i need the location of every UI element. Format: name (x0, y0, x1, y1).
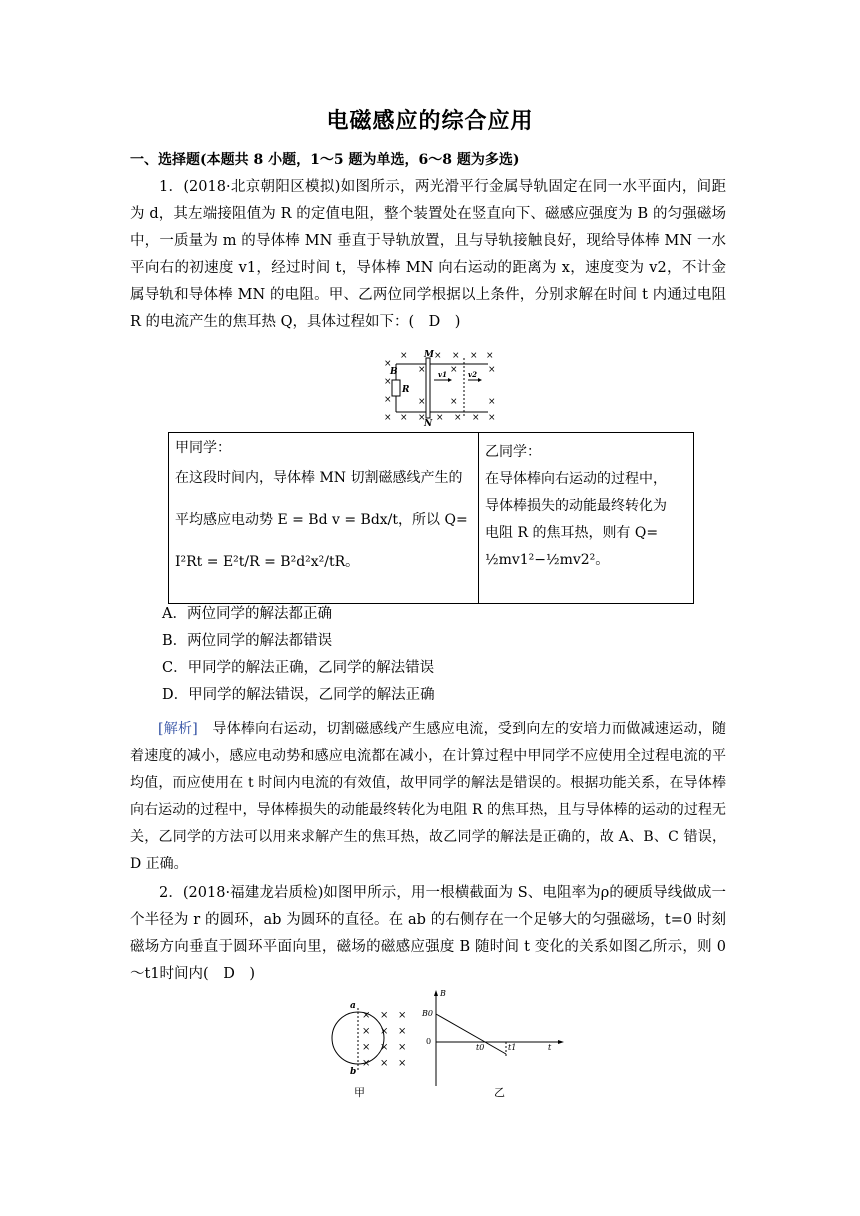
caption-jia: 甲 (354, 1086, 365, 1099)
svg-text:×: × (454, 413, 462, 423)
q1-rail-figure (378, 350, 506, 426)
jia-line-1: 在这段时间内，导体棒 MN 切割磁感线产生的 (175, 470, 463, 486)
q2-bt-graph (420, 986, 570, 1098)
label-R: R (402, 385, 410, 395)
table-divider (478, 433, 479, 603)
svg-text:×: × (450, 397, 458, 407)
svg-text:×: × (384, 377, 392, 387)
svg-text:×: × (398, 1010, 407, 1021)
yi-line-3: 电阻 R 的焦耳热，则有 Q= (485, 525, 659, 541)
svg-text:×: × (384, 359, 392, 369)
svg-text:×: × (488, 413, 496, 423)
question-1-text: 1．(2018·北京朝阳区模拟)如图所示，两光滑平行金属导轨固定在同一水平面内，间距为 d，其左端接阻值为 R 的定值电阻，整个装置处在竖直向下、磁感应强度为 B 的匀强磁场中，一质量为 m 的导体棒 MN 垂直于导轨放置，且与导轨接触良好，现给导体棒 MN 一水平向右的初速度 v1，经过时间 t，导体棒 MN 向右运动的距离为 x，速度变为 v2，不计金属导轨和导体棒 MN 的电阻。甲、乙两位同学根据以上条件，分别求解在时间 t 内通过电阻 R 的电流产生的焦耳热 Q，具体过程如下：( D ) (130, 179, 726, 330)
label-N: N (424, 419, 433, 426)
solution-table (168, 432, 694, 604)
svg-text:×: × (450, 365, 458, 375)
label-t0: t0 (476, 1043, 485, 1052)
svg-text:×: × (380, 1058, 389, 1069)
jia-solution (175, 433, 473, 577)
label-zero: 0 (426, 1037, 432, 1046)
jia-line-3: I²Rt = E²t/R = B²d²x²/tR。 (175, 554, 360, 570)
label-v2: v2 (468, 370, 477, 379)
svg-text:×: × (380, 1010, 389, 1021)
label-t1: t1 (508, 1043, 517, 1052)
analysis-tag: [解析] (158, 721, 198, 737)
label-B0: B0 (422, 1009, 433, 1018)
svg-text:×: × (470, 351, 478, 361)
yi-title: 乙同学： (485, 444, 541, 460)
label-b: b (350, 1067, 357, 1077)
svg-text:×: × (362, 1058, 371, 1069)
jia-title: 甲同学： (175, 440, 231, 456)
svg-text:×: × (380, 1026, 389, 1037)
question-2-text: 2．(2018·福建龙岩质检)如图甲所示，用一根横截面为 S、电阻率为ρ的硬质导线做成一个半径为 r 的圆环，ab 为圆环的直径。在 ab 的右侧存在一个足够大的匀强磁场，t=0 时刻磁场方向垂直于圆环平面向里，磁场的磁感应强度 B 随时间 t 变化的关系如图乙所示，则 0～t1时间内( D ) (130, 885, 726, 982)
svg-text:×: × (418, 397, 426, 407)
svg-text:×: × (472, 413, 480, 423)
q2-ring-figure (330, 1000, 420, 1100)
svg-text:×: × (400, 351, 408, 361)
label-M: M (424, 350, 434, 360)
analysis-text: 导体棒向右运动，切割磁感线产生感应电流，受到向左的安培力而做减速运动，随着速度的减小，感应电动势和感应电流都在减小，在计算过程中甲同学不应使用全过程电流的平均值，而应使用在 t 时间内电流的有效值，故甲同学的解法是错误的。根据功能关系，在导体棒向右运动的过程中，导体棒损失的动能最终转化为电阻 R 的焦耳热，且与导体棒的运动的过程无关，乙同学的方法可以用来求解产生的焦耳热，故乙同学的解法是正确的，故 A、B、C 错误，D 正确。 (130, 721, 726, 872)
svg-text:×: × (398, 1058, 407, 1069)
section-heading: 一、选择题(本题共 8 小题，1～5 题为单选，6～8 题为多选) (130, 152, 520, 168)
svg-text:×: × (436, 413, 444, 423)
yi-solution (485, 435, 689, 574)
svg-text:×: × (380, 1042, 389, 1053)
svg-text:×: × (362, 1010, 371, 1021)
page-title: 电磁感应的综合应用 (326, 108, 534, 134)
label-v1: v1 (438, 370, 447, 379)
option-d[interactable]: D．甲同学的解法错误，乙同学的解法正确 (162, 687, 435, 703)
option-c[interactable]: C．甲同学的解法正确，乙同学的解法错误 (162, 660, 435, 676)
label-a: a (350, 1001, 356, 1011)
jia-line-2: 平均感应电动势 E = Bd v = Bdx/t，所以 Q= (175, 512, 468, 528)
svg-text:×: × (384, 395, 392, 405)
svg-text:×: × (362, 1026, 371, 1037)
caption-yi: 乙 (494, 1086, 505, 1098)
option-a[interactable]: A．两位同学的解法都正确 (162, 606, 332, 622)
svg-text:×: × (488, 397, 496, 407)
svg-text:×: × (362, 1042, 371, 1053)
svg-text:×: × (418, 413, 426, 423)
yi-line-4: ½mv1²−½mv2²。 (485, 552, 610, 568)
analysis (130, 716, 726, 878)
svg-text:×: × (434, 351, 442, 361)
label-B: B (390, 367, 398, 377)
axis-t: t (548, 1043, 552, 1052)
yi-line-1: 在导体棒向右运动的过程中， (485, 471, 667, 487)
svg-text:×: × (418, 365, 426, 375)
svg-text:×: × (398, 1026, 407, 1037)
svg-text:×: × (486, 351, 494, 361)
svg-text:×: × (452, 351, 460, 361)
yi-line-2: 导体棒损失的动能最终转化为 (485, 498, 667, 514)
axis-B: B (440, 989, 446, 998)
svg-text:×: × (400, 413, 408, 423)
svg-text:×: × (398, 1042, 407, 1053)
svg-text:×: × (488, 365, 496, 375)
option-b[interactable]: B．两位同学的解法都错误 (162, 633, 333, 649)
svg-text:×: × (384, 413, 392, 423)
